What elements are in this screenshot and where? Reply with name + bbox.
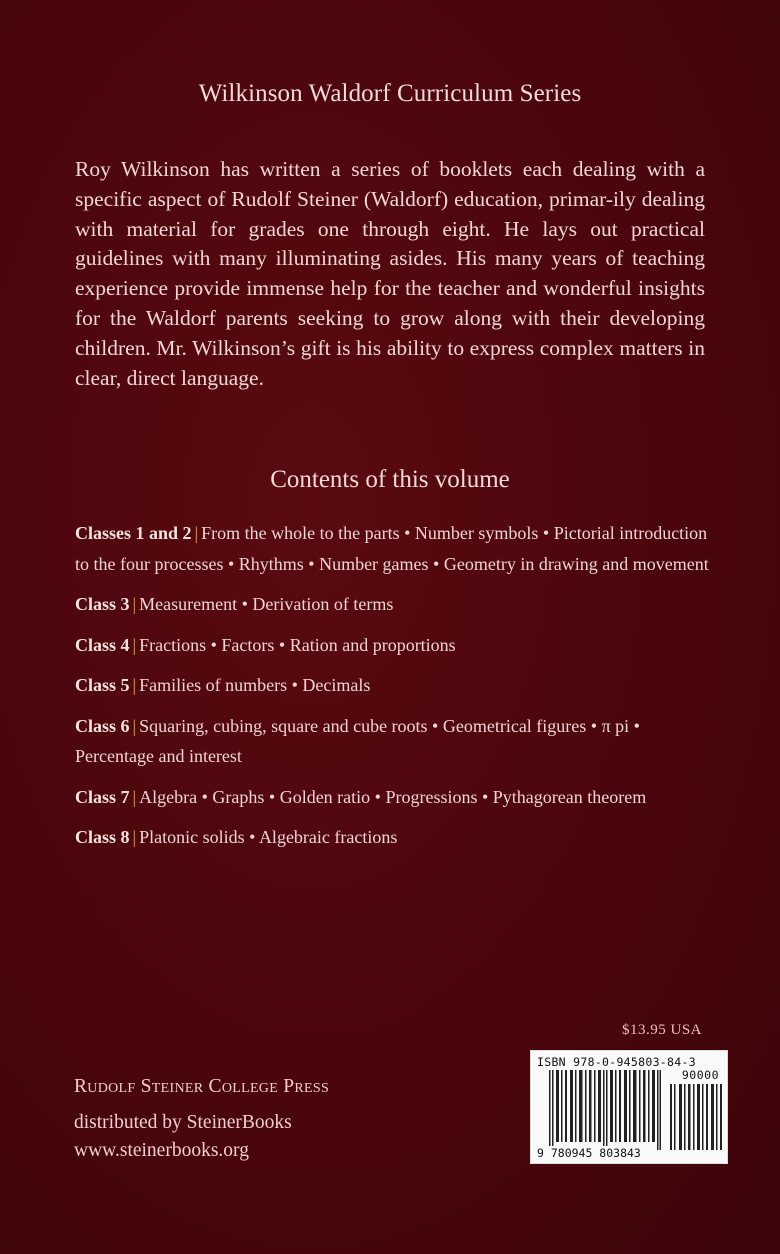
publisher-name: Rudolf Steiner College Press xyxy=(74,1076,330,1097)
separator: | xyxy=(132,675,137,695)
barcode-addon-number: 90000 xyxy=(681,1068,719,1082)
separator: | xyxy=(132,715,137,736)
distributor: distributed by SteinerBooks xyxy=(74,1112,292,1133)
separator: | xyxy=(132,827,137,847)
contents-entry xyxy=(75,630,715,661)
class-label: Class 8 xyxy=(75,827,130,847)
class-label: Class 4 xyxy=(75,634,130,655)
class-topics: Measurement • Derivation of terms xyxy=(139,594,394,614)
class-label: Class 6 xyxy=(75,715,130,736)
isbn-label: ISBN 978-0-945803-84-3 xyxy=(537,1055,696,1069)
contents-entry xyxy=(75,670,715,701)
isbn-barcode xyxy=(530,1050,728,1164)
contents-list xyxy=(75,518,715,863)
series-title: Wilkinson Waldorf Curriculum Series xyxy=(198,80,582,107)
contents-entry xyxy=(75,782,715,813)
separator: | xyxy=(132,634,137,655)
price: $13.95 USA xyxy=(622,1022,703,1038)
class-topics: Fractions • Factors • Ration and proportions xyxy=(139,634,456,655)
separator: | xyxy=(194,523,199,543)
class-label: Classes 1 and 2 xyxy=(75,523,192,543)
separator: | xyxy=(132,786,137,807)
class-topics: Families of numbers • Decimals xyxy=(139,675,371,695)
class-topics: Platonic solids • Algebraic fractions xyxy=(139,827,398,847)
blurb-text: Roy Wilkinson has written a series of booklets each dealing with a specific aspect of Rudolf Steiner (Waldorf) education, primar-ily dealing with material for grades one through eight. He lays out practical guidelines with many illuminating asides. His many years of teaching experience provide immense help for the teacher and wonderful insights for the Waldorf parents seeking to grow along with their developing children. Mr. Wilkinson’s gift is his ability to express complex matters in clear, direct language. xyxy=(75,157,705,390)
description-blurb xyxy=(75,155,705,393)
ean-number: 9 780945 803843 xyxy=(537,1146,641,1160)
contents-entry xyxy=(75,518,715,579)
class-label: Class 7 xyxy=(75,786,130,807)
barcode-bars-icon xyxy=(549,1070,661,1150)
class-label: Class 3 xyxy=(75,594,130,614)
contents-title: Contents of this volume xyxy=(270,466,510,493)
website-url: www.steinerbooks.org xyxy=(74,1140,249,1161)
class-topics: Algebra • Graphs • Golden ratio • Progressions • Pythagorean theorem xyxy=(139,786,647,807)
separator: | xyxy=(132,594,137,614)
class-label: Class 5 xyxy=(75,675,130,695)
contents-entry xyxy=(75,589,715,620)
class-topics: Squaring, cubing, square and cube roots • Geometrical figures • π pi • Percentage and interest xyxy=(75,715,640,766)
barcode-addon-bars-icon xyxy=(670,1084,722,1150)
contents-entry xyxy=(75,711,715,772)
class-topics: From the whole to the parts • Number symbols • Pictorial introduction to the four processes • Rhythms • Number games • Geometry in drawing and movement xyxy=(75,523,709,574)
contents-entry xyxy=(75,822,715,853)
